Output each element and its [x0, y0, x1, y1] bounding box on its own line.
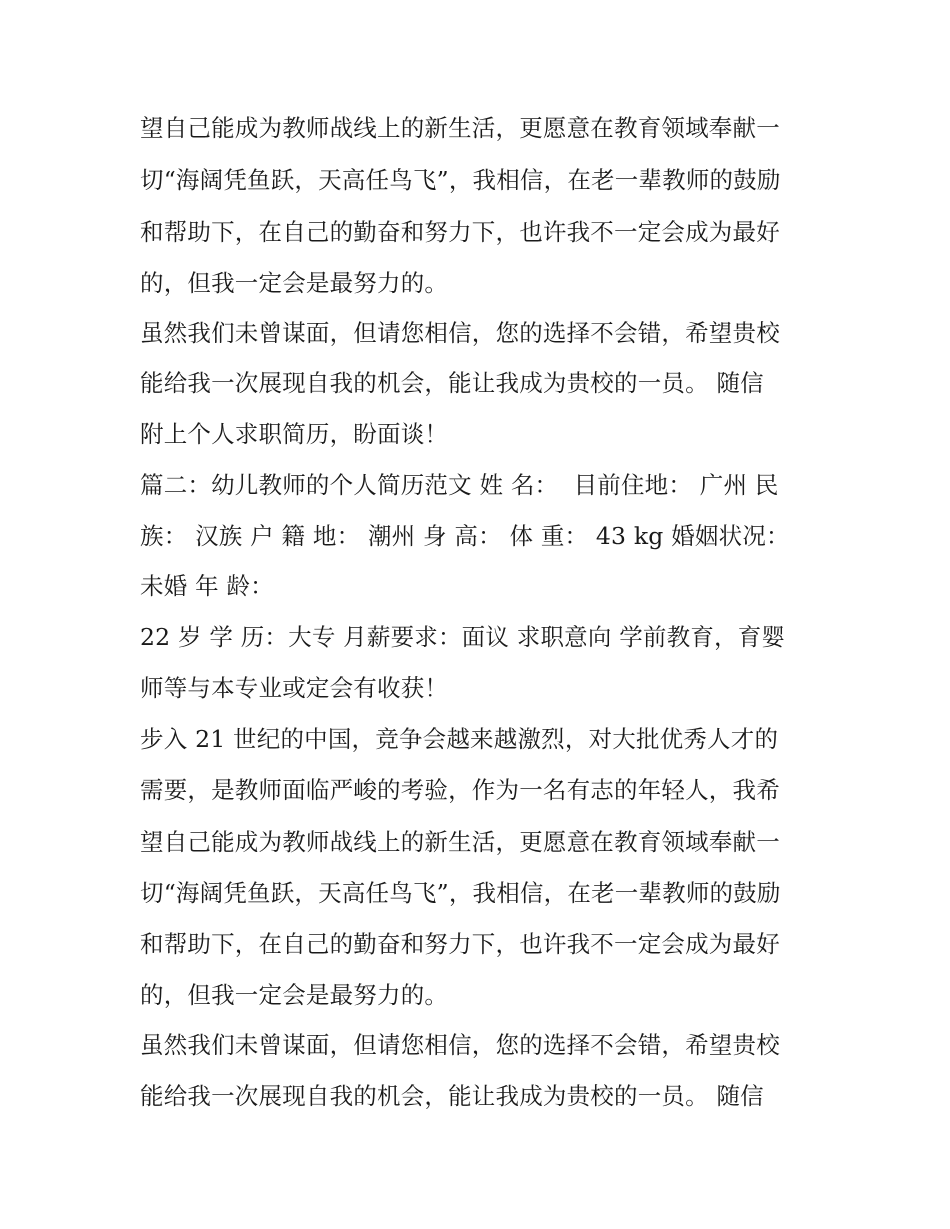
text-line: 能给我一次展现自我的机会，能让我成为贵校的一员。 随信	[140, 369, 764, 397]
text-line: 的，但我一定会是最努力的。	[140, 981, 449, 1009]
text-line: 能给我一次展现自我的机会，能让我成为贵校的一员。 随信	[140, 1082, 764, 1110]
text-line: 步入 21 世纪的中国，竞争会越来越激烈，对大批优秀人才的	[140, 725, 779, 753]
text-line: 切“海阔凭鱼跃，天高任鸟飞”，我相信，在老一辈教师的鼓励	[140, 166, 781, 194]
text-line: 虽然我们未曾谋面，但请您相信，您的选择不会错，希望贵校	[140, 319, 780, 347]
text-line: 和帮助下，在自己的勤奋和努力下，也许我不一定会成为最好	[140, 218, 780, 246]
text-line: 师等与本专业或定会有收获！	[140, 674, 449, 702]
text-line: 族： 汉族 户 籍 地： 潮州 身 高： 体 重： 43 kg 婚姻状况：	[140, 522, 790, 550]
text-line: 未婚 年 龄：	[140, 572, 274, 600]
text-line: 切“海阔凭鱼跃，天高任鸟飞”，我相信，在老一辈教师的鼓励	[140, 879, 781, 907]
text-line: 附上个人求职简历，盼面谈！	[140, 420, 449, 448]
text-line: 望自己能成为教师战线上的新生活，更愿意在教育领域奉献一	[140, 828, 780, 856]
text-line: 需要，是教师面临严峻的考验，作为一名有志的年轻人，我希	[140, 776, 780, 804]
text-line: 和帮助下，在自己的勤奋和努力下，也许我不一定会成为最好	[140, 930, 780, 958]
text-line: 望自己能成为教师战线上的新生活，更愿意在教育领域奉献一	[140, 114, 780, 142]
text-line: 的，但我一定会是最努力的。	[140, 269, 449, 297]
text-line: 22 岁 学 历：大专 月薪要求：面议 求职意向 学前教育，育婴	[140, 623, 786, 651]
text-line: 虽然我们未曾谋面，但请您相信，您的选择不会错，希望贵校	[140, 1031, 780, 1059]
text-line: 篇二：幼儿教师的个人简历范文 姓 名： 目前住地： 广州 民	[140, 471, 779, 499]
